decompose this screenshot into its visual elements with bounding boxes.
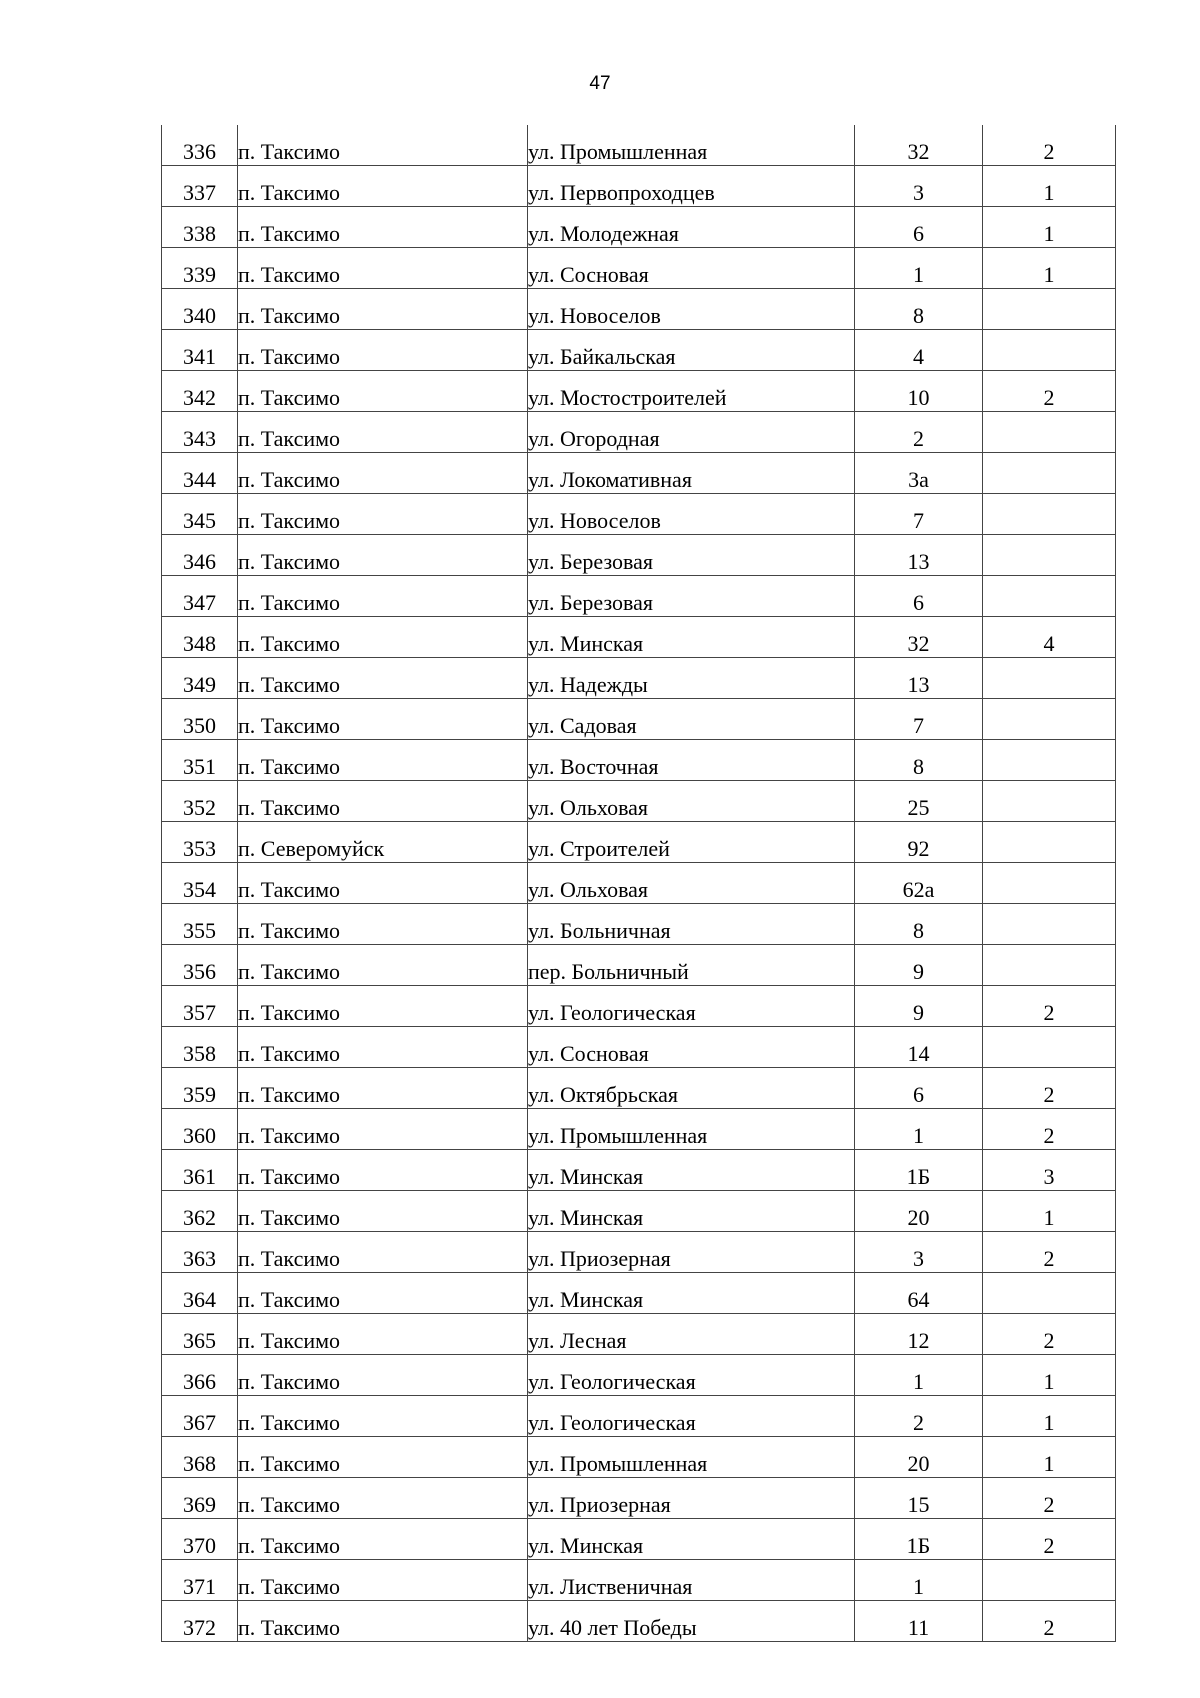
settlement-cell: п. Таксимо — [238, 1601, 528, 1642]
settlement-cell: п. Таксимо — [238, 535, 528, 576]
table-row — [162, 1273, 1116, 1314]
street-cell: ул. Минская — [528, 1273, 855, 1314]
row-number-cell: 358 — [162, 1027, 238, 1068]
row-number-cell: 357 — [162, 986, 238, 1027]
settlement-cell: п. Таксимо — [238, 1519, 528, 1560]
count-cell — [983, 740, 1116, 781]
count-cell: 1 — [983, 248, 1116, 289]
street-cell: ул. Геологическая — [528, 986, 855, 1027]
count-cell: 1 — [983, 207, 1116, 248]
settlement-cell: п. Таксимо — [238, 494, 528, 535]
street-cell: ул. Минская — [528, 1191, 855, 1232]
row-number-cell: 349 — [162, 658, 238, 699]
house-number-cell: 3 — [855, 1232, 983, 1273]
table-row — [162, 699, 1116, 740]
row-number-cell: 371 — [162, 1560, 238, 1601]
street-cell: ул. Первопроходцев — [528, 166, 855, 207]
count-cell — [983, 822, 1116, 863]
settlement-cell: п. Таксимо — [238, 576, 528, 617]
street-cell: ул. Сосновая — [528, 1027, 855, 1068]
house-number-cell: 10 — [855, 371, 983, 412]
table-row — [162, 207, 1116, 248]
count-cell: 2 — [983, 1478, 1116, 1519]
street-cell: ул. Огородная — [528, 412, 855, 453]
table-row — [162, 494, 1116, 535]
settlement-cell: п. Таксимо — [238, 166, 528, 207]
settlement-cell: п. Таксимо — [238, 1314, 528, 1355]
row-number-cell: 350 — [162, 699, 238, 740]
count-cell — [983, 781, 1116, 822]
house-number-cell: 32 — [855, 125, 983, 166]
house-number-cell: 25 — [855, 781, 983, 822]
table-row — [162, 1560, 1116, 1601]
table-row — [162, 658, 1116, 699]
count-cell: 1 — [983, 1396, 1116, 1437]
street-cell: ул. Восточная — [528, 740, 855, 781]
count-cell — [983, 699, 1116, 740]
street-cell: ул. Больничная — [528, 904, 855, 945]
table-row — [162, 289, 1116, 330]
settlement-cell: п. Таксимо — [238, 1396, 528, 1437]
row-number-cell: 369 — [162, 1478, 238, 1519]
street-cell: ул. Молодежная — [528, 207, 855, 248]
street-cell: ул. Строителей — [528, 822, 855, 863]
house-number-cell: 2 — [855, 1396, 983, 1437]
row-number-cell: 365 — [162, 1314, 238, 1355]
row-number-cell: 362 — [162, 1191, 238, 1232]
street-cell: ул. Геологическая — [528, 1396, 855, 1437]
row-number-cell: 368 — [162, 1437, 238, 1478]
row-number-cell: 372 — [162, 1601, 238, 1642]
street-cell: ул. Новоселов — [528, 289, 855, 330]
street-cell: ул. Локомативная — [528, 453, 855, 494]
street-cell: ул. Приозерная — [528, 1478, 855, 1519]
street-cell: ул. Мостостроителей — [528, 371, 855, 412]
street-cell: ул. Надежды — [528, 658, 855, 699]
row-number-cell: 337 — [162, 166, 238, 207]
table-row — [162, 617, 1116, 658]
settlement-cell: п. Таксимо — [238, 125, 528, 166]
street-cell: ул. Лесная — [528, 1314, 855, 1355]
count-cell: 2 — [983, 1519, 1116, 1560]
table-row — [162, 986, 1116, 1027]
street-cell: ул. Ольховая — [528, 863, 855, 904]
count-cell: 2 — [983, 1601, 1116, 1642]
house-number-cell: 7 — [855, 494, 983, 535]
row-number-cell: 346 — [162, 535, 238, 576]
settlement-cell: п. Таксимо — [238, 699, 528, 740]
row-number-cell: 366 — [162, 1355, 238, 1396]
house-number-cell: 64 — [855, 1273, 983, 1314]
house-number-cell: 1 — [855, 248, 983, 289]
settlement-cell: п. Таксимо — [238, 1191, 528, 1232]
house-number-cell: 11 — [855, 1601, 983, 1642]
count-cell: 1 — [983, 1355, 1116, 1396]
street-cell: пер. Больничный — [528, 945, 855, 986]
table-row — [162, 453, 1116, 494]
row-number-cell: 364 — [162, 1273, 238, 1314]
settlement-cell: п. Таксимо — [238, 207, 528, 248]
row-number-cell: 341 — [162, 330, 238, 371]
street-cell: ул. Минская — [528, 1150, 855, 1191]
table-row — [162, 1068, 1116, 1109]
settlement-cell: п. Таксимо — [238, 1478, 528, 1519]
street-cell: ул. Октябрьская — [528, 1068, 855, 1109]
street-cell: ул. Промышленная — [528, 1437, 855, 1478]
settlement-cell: п. Таксимо — [238, 863, 528, 904]
table-row — [162, 1478, 1116, 1519]
count-cell — [983, 1273, 1116, 1314]
settlement-cell: п. Таксимо — [238, 986, 528, 1027]
settlement-cell: п. Таксимо — [238, 289, 528, 330]
street-cell: ул. 40 лет Победы — [528, 1601, 855, 1642]
settlement-cell: п. Таксимо — [238, 617, 528, 658]
row-number-cell: 370 — [162, 1519, 238, 1560]
table-row — [162, 1027, 1116, 1068]
house-number-cell: 12 — [855, 1314, 983, 1355]
house-number-cell: 1Б — [855, 1519, 983, 1560]
count-cell: 2 — [983, 1068, 1116, 1109]
table-row — [162, 945, 1116, 986]
count-cell — [983, 1027, 1116, 1068]
table-row — [162, 535, 1116, 576]
row-number-cell: 360 — [162, 1109, 238, 1150]
settlement-cell: п. Северомуйск — [238, 822, 528, 863]
house-number-cell: 6 — [855, 576, 983, 617]
house-number-cell: 20 — [855, 1191, 983, 1232]
count-cell: 2 — [983, 1232, 1116, 1273]
count-cell — [983, 412, 1116, 453]
count-cell: 2 — [983, 1109, 1116, 1150]
settlement-cell: п. Таксимо — [238, 1232, 528, 1273]
settlement-cell: п. Таксимо — [238, 248, 528, 289]
house-number-cell: 9 — [855, 945, 983, 986]
count-cell — [983, 658, 1116, 699]
table-row — [162, 1601, 1116, 1642]
house-number-cell: 8 — [855, 289, 983, 330]
count-cell: 2 — [983, 1314, 1116, 1355]
settlement-cell: п. Таксимо — [238, 1027, 528, 1068]
count-cell: 2 — [983, 125, 1116, 166]
house-number-cell: 1 — [855, 1109, 983, 1150]
count-cell — [983, 289, 1116, 330]
table-row — [162, 1519, 1116, 1560]
count-cell: 2 — [983, 986, 1116, 1027]
street-cell: ул. Садовая — [528, 699, 855, 740]
settlement-cell: п. Таксимо — [238, 1560, 528, 1601]
row-number-cell: 342 — [162, 371, 238, 412]
count-cell: 3 — [983, 1150, 1116, 1191]
house-number-cell: 3 — [855, 166, 983, 207]
table-row — [162, 330, 1116, 371]
table-row — [162, 1437, 1116, 1478]
count-cell — [983, 576, 1116, 617]
street-cell: ул. Сосновая — [528, 248, 855, 289]
count-cell — [983, 863, 1116, 904]
house-number-cell: 14 — [855, 1027, 983, 1068]
row-number-cell: 336 — [162, 125, 238, 166]
street-cell: ул. Березовая — [528, 576, 855, 617]
count-cell — [983, 453, 1116, 494]
settlement-cell: п. Таксимо — [238, 330, 528, 371]
settlement-cell: п. Таксимо — [238, 1437, 528, 1478]
street-cell: ул. Минская — [528, 1519, 855, 1560]
house-number-cell: 3а — [855, 453, 983, 494]
table-row — [162, 781, 1116, 822]
settlement-cell: п. Таксимо — [238, 453, 528, 494]
count-cell — [983, 494, 1116, 535]
street-cell: ул. Промышленная — [528, 125, 855, 166]
house-number-cell: 6 — [855, 1068, 983, 1109]
row-number-cell: 344 — [162, 453, 238, 494]
row-number-cell: 354 — [162, 863, 238, 904]
row-number-cell: 348 — [162, 617, 238, 658]
settlement-cell: п. Таксимо — [238, 1355, 528, 1396]
table-row — [162, 1314, 1116, 1355]
house-number-cell: 20 — [855, 1437, 983, 1478]
row-number-cell: 361 — [162, 1150, 238, 1191]
row-number-cell: 367 — [162, 1396, 238, 1437]
table-row — [162, 412, 1116, 453]
count-cell: 1 — [983, 1191, 1116, 1232]
house-number-cell: 62а — [855, 863, 983, 904]
house-number-cell: 15 — [855, 1478, 983, 1519]
table-row — [162, 1396, 1116, 1437]
count-cell: 2 — [983, 371, 1116, 412]
street-cell: ул. Ольховая — [528, 781, 855, 822]
street-cell: ул. Промышленная — [528, 1109, 855, 1150]
row-number-cell: 345 — [162, 494, 238, 535]
house-number-cell: 8 — [855, 904, 983, 945]
settlement-cell: п. Таксимо — [238, 740, 528, 781]
table-row — [162, 863, 1116, 904]
table-row — [162, 166, 1116, 207]
address-table — [161, 125, 1116, 1642]
house-number-cell: 32 — [855, 617, 983, 658]
row-number-cell: 343 — [162, 412, 238, 453]
table-row — [162, 1355, 1116, 1396]
count-cell — [983, 904, 1116, 945]
table-row — [162, 1232, 1116, 1273]
row-number-cell: 363 — [162, 1232, 238, 1273]
settlement-cell: п. Таксимо — [238, 1068, 528, 1109]
house-number-cell: 7 — [855, 699, 983, 740]
count-cell — [983, 330, 1116, 371]
street-cell: ул. Байкальская — [528, 330, 855, 371]
settlement-cell: п. Таксимо — [238, 1150, 528, 1191]
count-cell — [983, 535, 1116, 576]
row-number-cell: 356 — [162, 945, 238, 986]
settlement-cell: п. Таксимо — [238, 945, 528, 986]
row-number-cell: 347 — [162, 576, 238, 617]
table-row — [162, 1191, 1116, 1232]
table-row — [162, 822, 1116, 863]
house-number-cell: 8 — [855, 740, 983, 781]
table-row — [162, 1109, 1116, 1150]
table-row — [162, 904, 1116, 945]
table-row — [162, 576, 1116, 617]
row-number-cell: 340 — [162, 289, 238, 330]
house-number-cell: 92 — [855, 822, 983, 863]
house-number-cell: 1 — [855, 1560, 983, 1601]
row-number-cell: 339 — [162, 248, 238, 289]
row-number-cell: 355 — [162, 904, 238, 945]
house-number-cell: 9 — [855, 986, 983, 1027]
street-cell: ул. Новоселов — [528, 494, 855, 535]
house-number-cell: 13 — [855, 658, 983, 699]
row-number-cell: 351 — [162, 740, 238, 781]
settlement-cell: п. Таксимо — [238, 781, 528, 822]
table-row — [162, 371, 1116, 412]
settlement-cell: п. Таксимо — [238, 371, 528, 412]
settlement-cell: п. Таксимо — [238, 1109, 528, 1150]
street-cell: ул. Минская — [528, 617, 855, 658]
count-cell: 1 — [983, 166, 1116, 207]
table-row — [162, 125, 1116, 166]
house-number-cell: 6 — [855, 207, 983, 248]
house-number-cell: 4 — [855, 330, 983, 371]
count-cell — [983, 945, 1116, 986]
street-cell: ул. Геологическая — [528, 1355, 855, 1396]
page-number: 47 — [589, 73, 611, 94]
house-number-cell: 1 — [855, 1355, 983, 1396]
count-cell: 1 — [983, 1437, 1116, 1478]
settlement-cell: п. Таксимо — [238, 904, 528, 945]
house-number-cell: 2 — [855, 412, 983, 453]
row-number-cell: 338 — [162, 207, 238, 248]
settlement-cell: п. Таксимо — [238, 1273, 528, 1314]
count-cell: 4 — [983, 617, 1116, 658]
house-number-cell: 1Б — [855, 1150, 983, 1191]
house-number-cell: 13 — [855, 535, 983, 576]
address-table-body — [162, 125, 1116, 1642]
table-row — [162, 1150, 1116, 1191]
row-number-cell: 352 — [162, 781, 238, 822]
street-cell: ул. Приозерная — [528, 1232, 855, 1273]
table-row — [162, 248, 1116, 289]
settlement-cell: п. Таксимо — [238, 412, 528, 453]
table-row — [162, 740, 1116, 781]
street-cell: ул. Березовая — [528, 535, 855, 576]
settlement-cell: п. Таксимо — [238, 658, 528, 699]
row-number-cell: 359 — [162, 1068, 238, 1109]
street-cell: ул. Лиственичная — [528, 1560, 855, 1601]
count-cell — [983, 1560, 1116, 1601]
row-number-cell: 353 — [162, 822, 238, 863]
